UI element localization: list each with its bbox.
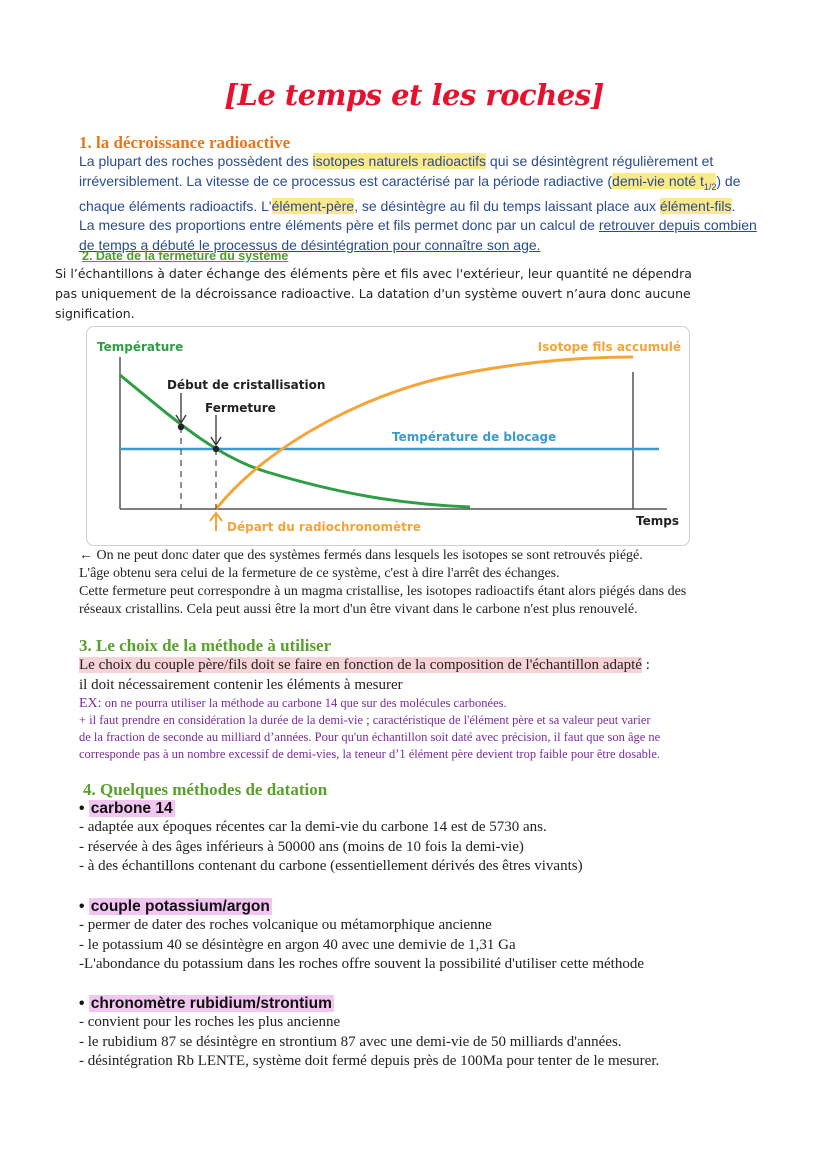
method-line: -L'abondance du potassium dans les roches offre souvent la possibilité d'utiliser cette méthode — [79, 956, 644, 972]
s3-line-2: il doit nécessairement contenir les éléments à mesurer — [79, 676, 403, 693]
s2-line-3: signification. — [55, 306, 135, 321]
s2-line-2: pas uniquement de la décroissance radioactive. La datation d'un système ouvert n’aura donc aucune — [55, 286, 691, 301]
method-name: carbone 14 — [90, 800, 173, 817]
s3-note-2: de la fraction de seconde au milliard d’années. Pour qu'un échantillon soit daté avec précision, il faut que son âge ne — [79, 730, 661, 744]
s1-line-2 — [79, 172, 799, 197]
page-title: [Le temps et les roches] — [224, 78, 604, 112]
method-line: - adaptée aux époques récentes car la demi-vie du carbone 14 est de 5730 ans. — [79, 819, 547, 835]
debut-point — [178, 424, 184, 430]
method-heading — [79, 995, 809, 1013]
s3-line-1 — [79, 656, 799, 676]
text: La mesure des proportions entre éléments père et fils permet donc par un calcul de — [79, 217, 599, 234]
highlight-isotopes: isotopes naturels radioactifs — [312, 153, 487, 169]
text: , se désintègre au fil du temps laissant place aux — [354, 197, 660, 214]
section-3-heading: 3. Le choix de la méthode à utiliser — [79, 636, 332, 655]
method-line: - à des échantillons contenant du carbone (essentiellement dérivés des êtres vivants) — [79, 858, 583, 874]
fermeture-label: Fermeture — [205, 401, 276, 415]
af-line-3: Cette fermeture peut correspondre à un magma cristallise, les isotopes radioactifs étant alors piégés dans des — [79, 584, 687, 599]
section-3-notes — [79, 695, 809, 763]
section-1-heading: 1. la décroissance radioactive — [79, 133, 291, 152]
s3-example — [79, 695, 809, 712]
s3-note-1: + il faut prendre en considération la durée de la demi-vie ; caractéristique de l'élément père et sa valeur peut varier — [79, 713, 651, 727]
s2-line-1: Si l’échantillons à dater échange des éléments père et fils avec l'extérieur, leur quantité ne dépendra — [55, 266, 692, 281]
text: . — [731, 197, 736, 214]
bullet: • — [79, 995, 89, 1012]
af-line-2: L'âge obtenu sera celui de la fermeture de ce système, c'est à dire l'arrêt des échanges. — [79, 566, 560, 581]
s1-line-3 — [79, 197, 799, 217]
bullet: • — [79, 800, 89, 817]
highlight-demi-vie: demi-vie noté t — [612, 172, 704, 189]
section-2-body — [55, 264, 815, 324]
method-line: - désintégration Rb LENTE, système doit fermé depuis près de 100Ma pour tenter de le mesurer. — [79, 1053, 660, 1069]
method-line: - convient pour les roches les plus ancienne — [79, 1014, 341, 1030]
section-2-heading: 2. Date de la fermeture du système — [82, 249, 289, 263]
method-carbone-14 — [79, 800, 809, 877]
section-4-heading: 4. Quelques méthodes de datation — [83, 780, 328, 799]
isotope-label: Isotope fils accumulé — [537, 340, 681, 354]
method-line: - le potassium 40 se désintègre en argon 40 avec une demivie de 1,31 Ga — [79, 936, 516, 953]
method-line: - le rubidium 87 se désintègre en strontium 87 avec une demi-vie de 50 milliards d'années. — [79, 1033, 622, 1050]
after-figure-body — [79, 547, 799, 619]
method-heading — [79, 898, 809, 916]
text: irréversiblement. La vitesse de ce processus est caractérisé par la période radiactive ( — [79, 172, 613, 189]
highlight-element-fils: élément-fils — [659, 197, 732, 214]
text: La plupart des roches possèdent des — [79, 153, 313, 169]
underlined-text: retrouver depuis combien — [598, 217, 757, 234]
y-axis-label: Température — [97, 340, 184, 354]
depart-label: Départ du radiochronomètre — [227, 520, 421, 534]
text: : — [641, 657, 650, 673]
section-1-body — [79, 152, 799, 255]
s1-line-1 — [79, 152, 799, 172]
method-heading — [79, 800, 809, 818]
example-label: EX: — [79, 696, 102, 711]
fermeture-point — [213, 446, 219, 452]
text: qui se désintègrent régulièrement et — [486, 153, 714, 169]
af-line-4: réseaux cristallins. Cela peut aussi être la mort d'un être vivant dans le carbone n'est plus renouvelé. — [79, 602, 638, 617]
highlight-element-pere: élément-père — [271, 197, 355, 214]
af-line-1: ← On ne peut donc dater que des systèmes fermés dans lesquels les isotopes se sont retrouvés piégé. — [79, 548, 643, 563]
method-line: - réservée à des âges inférieurs à 50000 ans (moins de 10 fois la demi-vie) — [79, 838, 524, 855]
closure-diagram — [86, 326, 690, 546]
debut-label: Début de cristallisation — [167, 378, 326, 392]
blocage-label: Température de blocage — [392, 430, 557, 444]
s1-line-4 — [79, 216, 799, 236]
text: chaque éléments radioactifs. L' — [79, 197, 272, 214]
text: ) de — [716, 172, 741, 189]
diagram-canvas — [87, 327, 689, 545]
section-3-body — [79, 656, 799, 695]
method-name: chronomètre rubidium/strontium — [90, 995, 332, 1012]
subscript: 1/2 — [703, 181, 717, 192]
x-axis-label: Temps — [636, 514, 679, 528]
bullet: • — [79, 898, 89, 915]
s3-note-3: corresponde pas à un nombre excessif de demi-vies, la teneur d’1 élément père devient trop faible pour être dosable. — [79, 747, 661, 761]
method-rubidium-strontium — [79, 995, 809, 1072]
method-line: - permer de dater des roches volcanique ou métamorphique ancienne — [79, 917, 492, 933]
method-potassium-argon — [79, 898, 809, 975]
highlight-choix: Le choix du couple père/fils doit se faire en fonction de la composition de l'échantillon adapté — [79, 657, 642, 673]
example-text: on ne pourra utiliser la méthode au carbone 14 que sur des molécules carbonées. — [101, 696, 507, 710]
s1-line-5: de temps a débuté le processus de désintégration pour connaître son age. — [79, 236, 541, 253]
method-name: couple potassium/argon — [90, 898, 270, 915]
